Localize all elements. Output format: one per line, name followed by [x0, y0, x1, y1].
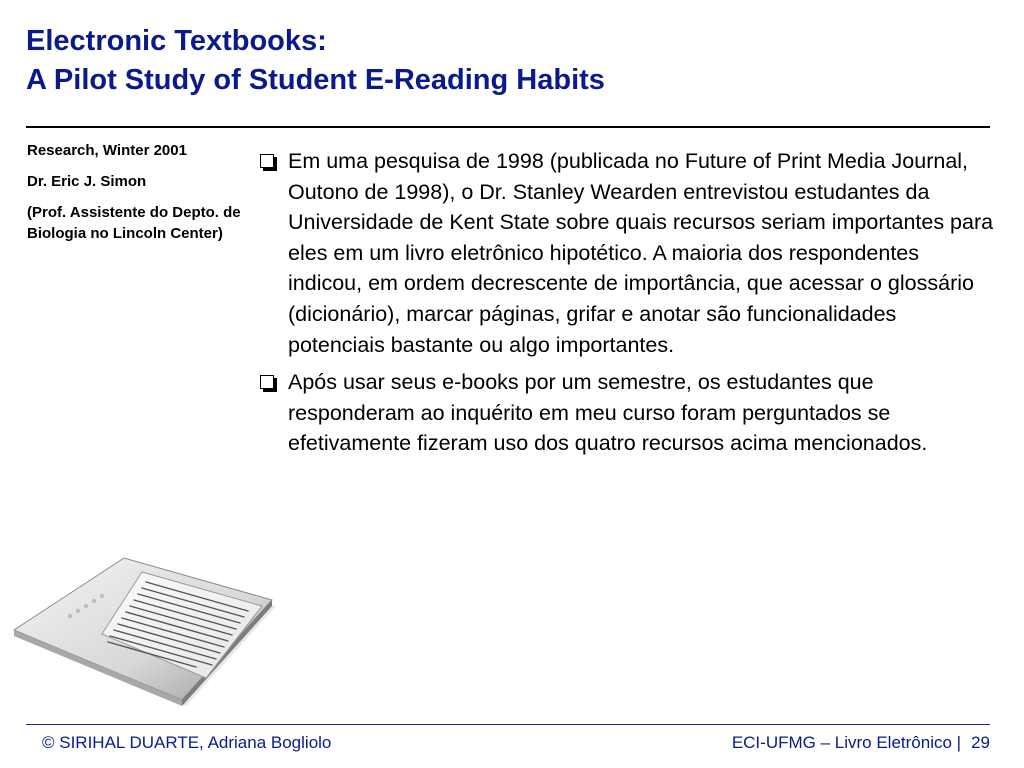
research-label: Research, Winter 2001	[27, 142, 187, 159]
footer-course	[732, 733, 990, 753]
footer-divider	[26, 724, 990, 725]
bullet-list	[256, 146, 996, 466]
author-name: Dr. Eric J. Simon	[27, 173, 147, 190]
checkbox-icon	[260, 154, 274, 168]
bullet-text: Em uma pesquisa de 1998 (publicada no Future of Print Media Journal, Outono de 1998), o Dr. Stanley Wearden entrevistou estudantes da Universidade de Kent State sobre quais recursos seriam importantes para eles em um livro eletrônico hipotético. A maioria dos respondentes indicou, em ordem decrescente de importância, que acessar o glossário (dicionário), marcar páginas, grifar e anotar são funcionalidades potenciais bastante ou algo importantes.	[288, 149, 994, 357]
page-number: 29	[971, 733, 990, 752]
footer-copyright: © SIRIHAL DUARTE, Adriana Bogliolo	[42, 733, 332, 752]
bullet-item	[256, 367, 996, 459]
checkbox-icon	[260, 375, 274, 389]
sidebar-credits	[27, 140, 249, 254]
footer-course-label: ECI-UFMG – Livro Eletrônico |	[731, 733, 962, 752]
title-line-1: Electronic Textbooks:	[26, 25, 327, 57]
ereader-device-image	[6, 556, 276, 706]
title-line-2: A Pilot Study of Student E-Reading Habits	[26, 64, 605, 96]
author-affiliation: (Prof. Assistente do Depto. de Biologia no Lincoln Center)	[27, 204, 241, 242]
slide-title	[26, 22, 605, 100]
bullet-item	[256, 146, 996, 360]
title-divider	[26, 126, 990, 128]
bullet-text: Após usar seus e-books por um semestre, os estudantes que responderam ao inquérito em meu curso foram perguntados se efetivamente fizeram uso dos quatro recursos acima mencionados.	[288, 370, 928, 456]
